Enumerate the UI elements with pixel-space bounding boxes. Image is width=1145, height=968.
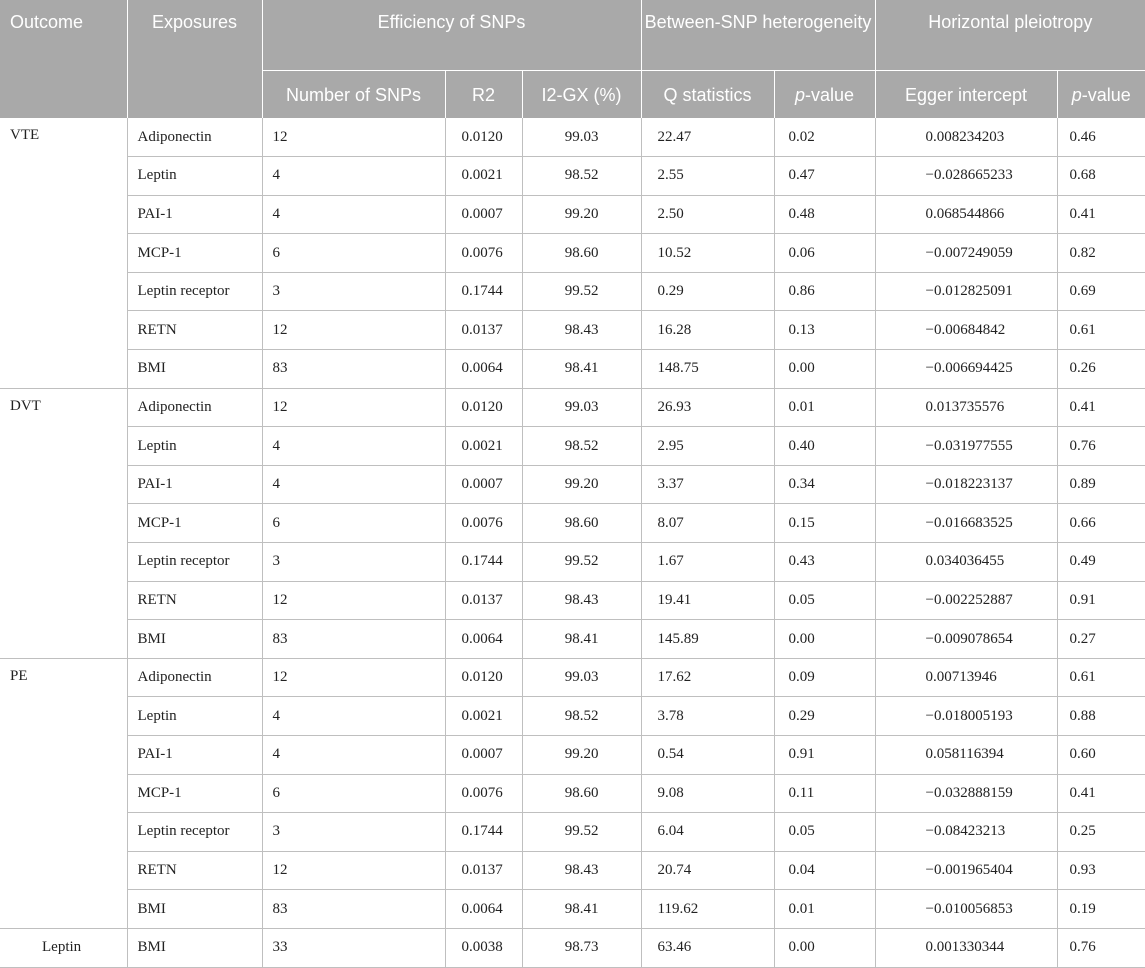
header-egger-intercept: Egger intercept [875, 70, 1057, 118]
table-row [0, 658, 1145, 697]
table-row [0, 813, 1145, 852]
p-italic: p [795, 84, 806, 105]
q-statistic-cell: 22.47 [641, 118, 774, 157]
pvalue-suffix: -value [1081, 84, 1131, 105]
i2gx-cell: 98.41 [522, 890, 641, 929]
q-pvalue-cell: 0.02 [774, 118, 875, 157]
egger-intercept-cell: 0.013735576 [875, 388, 1057, 427]
r2-cell: 0.0076 [445, 234, 522, 273]
egger-pvalue-cell: 0.25 [1057, 813, 1145, 852]
i2gx-cell: 98.43 [522, 311, 641, 350]
pvalue-suffix: -value [805, 84, 855, 105]
egger-intercept-cell: −0.018005193 [875, 697, 1057, 736]
table-row [0, 350, 1145, 389]
q-pvalue-cell: 0.00 [774, 620, 875, 659]
egger-pvalue-cell: 0.88 [1057, 697, 1145, 736]
egger-intercept-cell: −0.009078654 [875, 620, 1057, 659]
egger-intercept-cell: 0.008234203 [875, 118, 1057, 157]
i2gx-cell: 99.20 [522, 195, 641, 234]
q-pvalue-cell: 0.40 [774, 427, 875, 466]
table-row [0, 736, 1145, 775]
q-statistic-cell: 3.78 [641, 697, 774, 736]
exposure-cell: Leptin [127, 697, 262, 736]
q-statistic-cell: 63.46 [641, 928, 774, 967]
r2-cell: 0.0064 [445, 620, 522, 659]
q-pvalue-cell: 0.43 [774, 543, 875, 582]
header-exposures: Exposures [127, 0, 262, 70]
exposure-cell: RETN [127, 581, 262, 620]
num-snps-cell: 4 [262, 427, 445, 466]
q-pvalue-cell: 0.01 [774, 388, 875, 427]
egger-intercept-cell: −0.006694425 [875, 350, 1057, 389]
exposure-cell: Leptin receptor [127, 543, 262, 582]
q-statistic-cell: 2.55 [641, 157, 774, 196]
q-statistic-cell: 119.62 [641, 890, 774, 929]
num-snps-cell: 4 [262, 697, 445, 736]
r2-cell: 0.0038 [445, 928, 522, 967]
egger-pvalue-cell: 0.41 [1057, 774, 1145, 813]
num-snps-cell: 12 [262, 581, 445, 620]
q-pvalue-cell: 0.13 [774, 311, 875, 350]
q-statistic-cell: 3.37 [641, 465, 774, 504]
outcome-cell: Leptin [0, 928, 127, 967]
num-snps-cell: 6 [262, 504, 445, 543]
table-row [0, 311, 1145, 350]
exposure-cell: Adiponectin [127, 118, 262, 157]
q-statistic-cell: 145.89 [641, 620, 774, 659]
num-snps-cell: 83 [262, 890, 445, 929]
num-snps-cell: 33 [262, 928, 445, 967]
i2gx-cell: 98.41 [522, 620, 641, 659]
table-row [0, 234, 1145, 273]
exposure-cell: RETN [127, 311, 262, 350]
r2-cell: 0.0064 [445, 890, 522, 929]
q-statistic-cell: 8.07 [641, 504, 774, 543]
r2-cell: 0.0137 [445, 581, 522, 620]
table-row [0, 118, 1145, 157]
r2-cell: 0.0021 [445, 427, 522, 466]
header-outcome: Outcome [0, 0, 127, 70]
egger-intercept-cell: −0.031977555 [875, 427, 1057, 466]
egger-pvalue-cell: 0.68 [1057, 157, 1145, 196]
q-pvalue-cell: 0.29 [774, 697, 875, 736]
q-pvalue-cell: 0.48 [774, 195, 875, 234]
table-body [0, 118, 1145, 967]
i2gx-cell: 99.52 [522, 813, 641, 852]
q-pvalue-cell: 0.86 [774, 272, 875, 311]
egger-intercept-cell: 0.034036455 [875, 543, 1057, 582]
egger-intercept-cell: −0.012825091 [875, 272, 1057, 311]
q-pvalue-cell: 0.34 [774, 465, 875, 504]
egger-intercept-cell: −0.08423213 [875, 813, 1057, 852]
exposure-cell: MCP-1 [127, 504, 262, 543]
egger-pvalue-cell: 0.60 [1057, 736, 1145, 775]
r2-cell: 0.0007 [445, 736, 522, 775]
egger-intercept-cell: −0.018223137 [875, 465, 1057, 504]
egger-pvalue-cell: 0.26 [1057, 350, 1145, 389]
header-blank-1 [0, 70, 127, 118]
q-pvalue-cell: 0.01 [774, 890, 875, 929]
exposure-cell: BMI [127, 890, 262, 929]
egger-pvalue-cell: 0.49 [1057, 543, 1145, 582]
table-row [0, 890, 1145, 929]
r2-cell: 0.0076 [445, 504, 522, 543]
r2-cell: 0.0137 [445, 851, 522, 890]
q-pvalue-cell: 0.00 [774, 350, 875, 389]
egger-pvalue-cell: 0.19 [1057, 890, 1145, 929]
num-snps-cell: 12 [262, 118, 445, 157]
q-statistic-cell: 148.75 [641, 350, 774, 389]
i2gx-cell: 99.03 [522, 658, 641, 697]
egger-pvalue-cell: 0.91 [1057, 581, 1145, 620]
egger-pvalue-cell: 0.66 [1057, 504, 1145, 543]
exposure-cell: PAI-1 [127, 195, 262, 234]
r2-cell: 0.0007 [445, 195, 522, 234]
outcome-cell: PE [0, 658, 127, 928]
i2gx-cell: 98.41 [522, 350, 641, 389]
exposure-cell: PAI-1 [127, 465, 262, 504]
q-pvalue-cell: 0.05 [774, 813, 875, 852]
table-row [0, 195, 1145, 234]
exposure-cell: Leptin [127, 157, 262, 196]
r2-cell: 0.0076 [445, 774, 522, 813]
table-row [0, 581, 1145, 620]
header-q-pvalue [774, 70, 875, 118]
num-snps-cell: 4 [262, 157, 445, 196]
num-snps-cell: 6 [262, 774, 445, 813]
r2-cell: 0.1744 [445, 813, 522, 852]
q-pvalue-cell: 0.05 [774, 581, 875, 620]
header-pleiotropy: Horizontal pleiotropy [875, 0, 1145, 70]
num-snps-cell: 4 [262, 465, 445, 504]
egger-pvalue-cell: 0.69 [1057, 272, 1145, 311]
header-egger-pvalue [1057, 70, 1145, 118]
i2gx-cell: 98.43 [522, 581, 641, 620]
p-italic: p [1071, 84, 1082, 105]
r2-cell: 0.0120 [445, 388, 522, 427]
r2-cell: 0.0007 [445, 465, 522, 504]
egger-pvalue-cell: 0.89 [1057, 465, 1145, 504]
q-statistic-cell: 19.41 [641, 581, 774, 620]
exposure-cell: Leptin [127, 427, 262, 466]
header-heterogeneity: Between-SNP heterogeneity [641, 0, 875, 70]
q-statistic-cell: 9.08 [641, 774, 774, 813]
num-snps-cell: 3 [262, 813, 445, 852]
q-statistic-cell: 17.62 [641, 658, 774, 697]
num-snps-cell: 83 [262, 350, 445, 389]
header-num-snps: Number of SNPs [262, 70, 445, 118]
q-pvalue-cell: 0.15 [774, 504, 875, 543]
r2-cell: 0.0021 [445, 157, 522, 196]
q-pvalue-cell: 0.47 [774, 157, 875, 196]
egger-intercept-cell: 0.00713946 [875, 658, 1057, 697]
egger-pvalue-cell: 0.93 [1057, 851, 1145, 890]
i2gx-cell: 99.20 [522, 465, 641, 504]
q-pvalue-cell: 0.06 [774, 234, 875, 273]
egger-intercept-cell: 0.058116394 [875, 736, 1057, 775]
num-snps-cell: 4 [262, 736, 445, 775]
table-row [0, 504, 1145, 543]
q-statistic-cell: 2.50 [641, 195, 774, 234]
table-row [0, 620, 1145, 659]
egger-intercept-cell: 0.001330344 [875, 928, 1057, 967]
egger-pvalue-cell: 0.46 [1057, 118, 1145, 157]
header-efficiency: Efficiency of SNPs [262, 0, 641, 70]
num-snps-cell: 12 [262, 851, 445, 890]
egger-pvalue-cell: 0.41 [1057, 195, 1145, 234]
num-snps-cell: 83 [262, 620, 445, 659]
r2-cell: 0.0021 [445, 697, 522, 736]
egger-intercept-cell: 0.068544866 [875, 195, 1057, 234]
egger-intercept-cell: −0.028665233 [875, 157, 1057, 196]
i2gx-cell: 98.43 [522, 851, 641, 890]
table-row [0, 543, 1145, 582]
exposure-cell: BMI [127, 350, 262, 389]
q-statistic-cell: 0.29 [641, 272, 774, 311]
egger-pvalue-cell: 0.61 [1057, 658, 1145, 697]
exposure-cell: PAI-1 [127, 736, 262, 775]
exposure-cell: Adiponectin [127, 388, 262, 427]
table-row [0, 465, 1145, 504]
i2gx-cell: 99.20 [522, 736, 641, 775]
q-statistic-cell: 0.54 [641, 736, 774, 775]
header-i2gx: I2-GX (%) [522, 70, 641, 118]
i2gx-cell: 98.73 [522, 928, 641, 967]
r2-cell: 0.0120 [445, 658, 522, 697]
table-row [0, 272, 1145, 311]
i2gx-cell: 98.60 [522, 234, 641, 273]
outcome-cell: DVT [0, 388, 127, 658]
i2gx-cell: 98.60 [522, 504, 641, 543]
egger-intercept-cell: −0.032888159 [875, 774, 1057, 813]
egger-intercept-cell: −0.00684842 [875, 311, 1057, 350]
exposure-cell: MCP-1 [127, 234, 262, 273]
exposure-cell: Leptin receptor [127, 813, 262, 852]
egger-pvalue-cell: 0.41 [1057, 388, 1145, 427]
r2-cell: 0.0137 [445, 311, 522, 350]
num-snps-cell: 3 [262, 272, 445, 311]
i2gx-cell: 98.52 [522, 427, 641, 466]
num-snps-cell: 4 [262, 195, 445, 234]
q-statistic-cell: 26.93 [641, 388, 774, 427]
r2-cell: 0.1744 [445, 272, 522, 311]
egger-intercept-cell: −0.010056853 [875, 890, 1057, 929]
egger-pvalue-cell: 0.76 [1057, 928, 1145, 967]
q-pvalue-cell: 0.00 [774, 928, 875, 967]
egger-intercept-cell: −0.001965404 [875, 851, 1057, 890]
table-row [0, 157, 1145, 196]
i2gx-cell: 99.52 [522, 543, 641, 582]
exposure-cell: RETN [127, 851, 262, 890]
i2gx-cell: 99.52 [522, 272, 641, 311]
table-row [0, 427, 1145, 466]
q-statistic-cell: 2.95 [641, 427, 774, 466]
q-pvalue-cell: 0.09 [774, 658, 875, 697]
egger-intercept-cell: −0.007249059 [875, 234, 1057, 273]
table-row [0, 697, 1145, 736]
num-snps-cell: 3 [262, 543, 445, 582]
r2-cell: 0.0120 [445, 118, 522, 157]
table-row [0, 851, 1145, 890]
exposure-cell: BMI [127, 620, 262, 659]
q-statistic-cell: 16.28 [641, 311, 774, 350]
q-statistic-cell: 6.04 [641, 813, 774, 852]
q-statistic-cell: 20.74 [641, 851, 774, 890]
egger-intercept-cell: −0.002252887 [875, 581, 1057, 620]
outcome-cell: VTE [0, 118, 127, 388]
r2-cell: 0.1744 [445, 543, 522, 582]
exposure-cell: Adiponectin [127, 658, 262, 697]
num-snps-cell: 6 [262, 234, 445, 273]
table-row [0, 928, 1145, 967]
egger-pvalue-cell: 0.76 [1057, 427, 1145, 466]
q-statistic-cell: 1.67 [641, 543, 774, 582]
q-pvalue-cell: 0.04 [774, 851, 875, 890]
header-r2: R2 [445, 70, 522, 118]
table-row [0, 774, 1145, 813]
num-snps-cell: 12 [262, 388, 445, 427]
i2gx-cell: 98.52 [522, 157, 641, 196]
egger-intercept-cell: −0.016683525 [875, 504, 1057, 543]
num-snps-cell: 12 [262, 311, 445, 350]
i2gx-cell: 98.52 [522, 697, 641, 736]
exposure-cell: MCP-1 [127, 774, 262, 813]
i2gx-cell: 98.60 [522, 774, 641, 813]
num-snps-cell: 12 [262, 658, 445, 697]
exposure-cell: Leptin receptor [127, 272, 262, 311]
q-pvalue-cell: 0.91 [774, 736, 875, 775]
i2gx-cell: 99.03 [522, 118, 641, 157]
q-statistic-cell: 10.52 [641, 234, 774, 273]
header-q-statistics: Q statistics [641, 70, 774, 118]
table-row [0, 388, 1145, 427]
i2gx-cell: 99.03 [522, 388, 641, 427]
r2-cell: 0.0064 [445, 350, 522, 389]
egger-pvalue-cell: 0.61 [1057, 311, 1145, 350]
header-blank-2 [127, 70, 262, 118]
egger-pvalue-cell: 0.82 [1057, 234, 1145, 273]
q-pvalue-cell: 0.11 [774, 774, 875, 813]
exposure-cell: BMI [127, 928, 262, 967]
egger-pvalue-cell: 0.27 [1057, 620, 1145, 659]
